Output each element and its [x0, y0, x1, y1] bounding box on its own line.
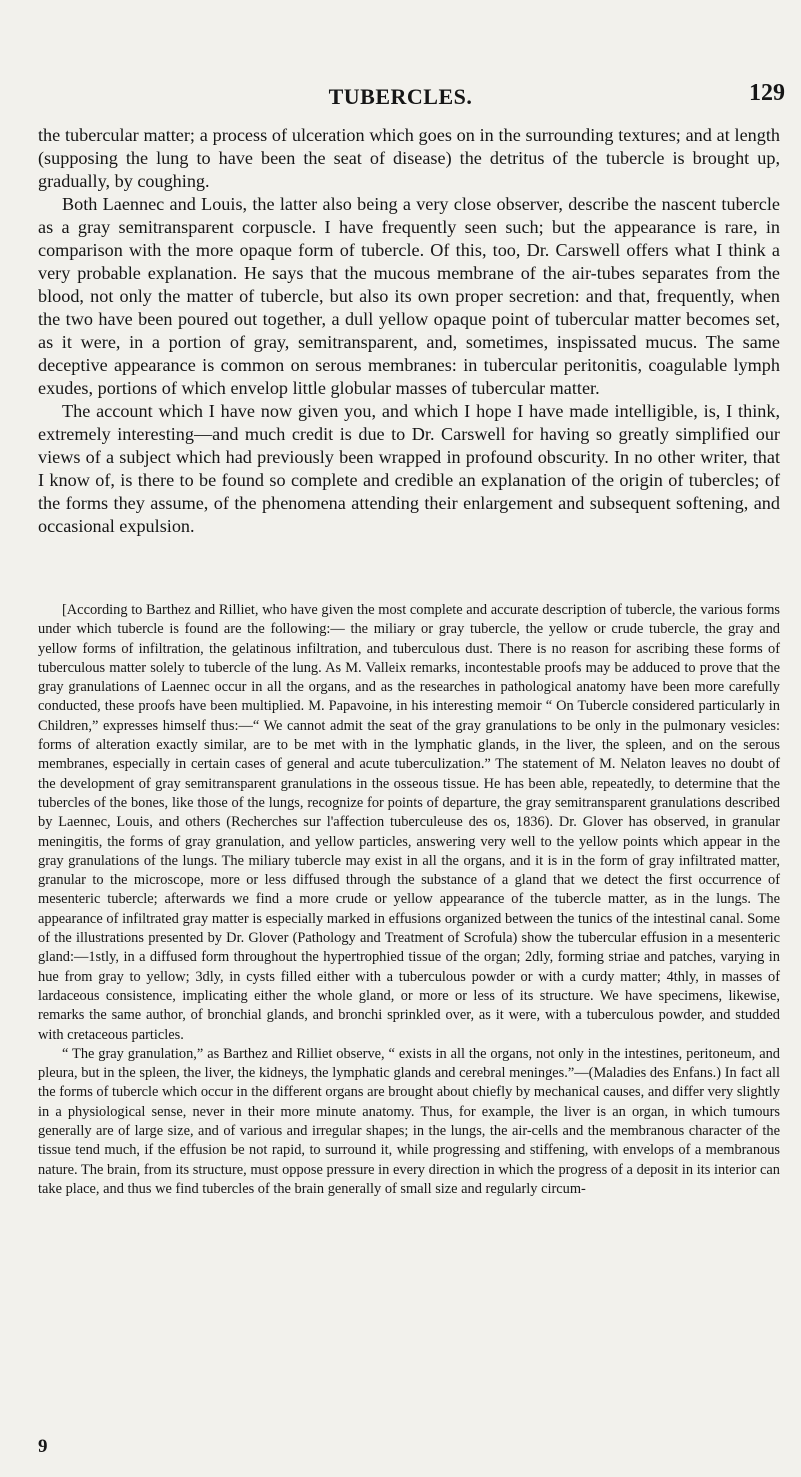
body-paragraph: the tubercular matter; a process of ulceration which goes on in the surrounding textures; and at length (supposing the lung to have been the seat of disease) the detritus of the tubercle is brought up, gradually, by coughing.: [38, 125, 780, 191]
editor-note: [38, 601, 780, 1199]
signature-mark: 9: [38, 1436, 48, 1457]
main-text: [38, 124, 780, 538]
note-paragraph: [According to Barthez and Rilliet, who have given the most complete and accurate description of tubercle, the various forms under which tubercle is found are the following:— the miliary or gray tubercle, the yellow or crude tubercle, the gray and yellow forms of infiltration, the gelatinous infiltration, and tuberculous dust. There is no reason for ascribing these forms of tuberculous matter solely to tubercle of the lung. As M. Valleix remarks, incontestable proofs may be adduced to prove that the gray granulations of Laennec occur in all the organs, and as the researches in pathological anatomy have been more carefully conducted, these proofs have been multiplied. M. Papavoine, in his interesting memoir “ On Tubercle considered particularly in Children,” expresses himself thus:—“ We cannot admit the seat of the gray granulations to be only in the pulmonary vesicles: forms of alteration exactly similar, are to be met with in the lymphatic glands, in the liver, the spleen, and on the serous membranes, especially in certain cases of general and acute tuberculization.” The statement of M. Nelaton leaves no doubt of the development of gray semitransparent granulations in the osseous tissue. He has been able, repeatedly, to determine that the tubercles of the bones, like those of the lungs, recognize for points of departure, the gray semitransparent granulations described by Laennec, Louis, and others (Recherches sur l'affection tuberculeuse des os, 1836). Dr. Glover has observed, in granular meningitis, the forms of gray granulation, and yellow particles, answering very well to the yellow points which appear in the gray granulations of the lungs. The miliary tubercle may exist in all the organs, and it is in the form of gray infiltrated matter, granular to the microscope, more or less diffused through the substance of a gland that we detect the first occurrence of mesenteric tubercle; afterwards we find a more crude or yellow appearance of the tubercle matter, as in the lungs. The appearance of infiltrated gray matter is especially marked in effusions organized between the tunics of the intestinal canal. Some of the illustrations presented by Dr. Glover (Pathology and Treatment of Scrofula) show the tubercular effusion in a mesenteric gland:—1stly, in a diffused form throughout the hypertrophied tissue of the organ; 2dly, forming striae and patches, varying in hue from gray to yellow; 3dly, in cysts filled either with a tuberculous powder or with a curdy matter; 4thly, in masses of lardaceous consistence, implicating either the whole gland, or more or less of its structure. We have specimens, likewise, remarks the same author, of bronchial glands, and bronchi sprinkled over, as it were, with a tuberculous powder, and studded with cretaceous particles.: [38, 602, 780, 1043]
page-number: 129: [749, 80, 785, 106]
note-paragraph: “ The gray granulation,” as Barthez and Rilliet observe, “ exists in all the organs, not only in the intestines, peritoneum, and pleura, but in the spleen, the liver, the kidneys, the lymphatic glands and cerebral meninges.”—(Maladies des Enfans.) In fact all the forms of tubercle which occur in the different organs are brought about chiefly by mechanical causes, and differ very slightly in a physiological sense, never in their more minute anatomy. Thus, for example, the liver is an organ, in which tumours generally are of large size, and of various and irregular shapes; in the lungs, the air-cells and the membranous character of the tissue tend much, if the effusion be not rapid, to surround it, while progressing and stiffening, with envelops of a membranous nature. The brain, from its structure, must oppose pressure in every direction in which the progress of a deposit in its interior can take place, and thus we find tubercles of the brain generally of small size and regularly circum-: [38, 1045, 780, 1197]
running-title: TUBERCLES.: [328, 84, 473, 109]
body-paragraph: The account which I have now given you, and which I hope I have made intelligible, is, I think, extremely interesting—and much credit is due to Dr. Carswell for having so greatly simplified our views of a subject which had previously been wrapped in profound obscurity. In no other writer, that I know of, is there to be found so complete and credible an explanation of the origin of tubercles; of the forms they assume, of the phenomena attending their enlargement and subsequent softening, and occasional expulsion.: [38, 401, 780, 536]
body-paragraph: Both Laennec and Louis, the latter also being a very close observer, describe the nascent tubercle as a gray semitransparent corpuscle. I have frequently seen such; but the appearance is rare, in comparison with the more opaque form of tubercle. Of this, too, Dr. Carswell offers what I think a very probable explanation. He says that the mucous membrane of the air-tubes separates from the blood, not only the matter of tubercle, but also its own proper secretion: and that, frequently, when the two have been poured out together, a dull yellow opaque point of tubercular matter becomes set, as it were, in a portion of gray, semitransparent, and, sometimes, inspissated mucus. The same deceptive appearance is common on serous membranes: in tubercular peritonitis, coagulable lymph exudes, portions of which envelop little globular masses of tubercular matter.: [38, 194, 780, 398]
running-head: [0, 80, 801, 114]
